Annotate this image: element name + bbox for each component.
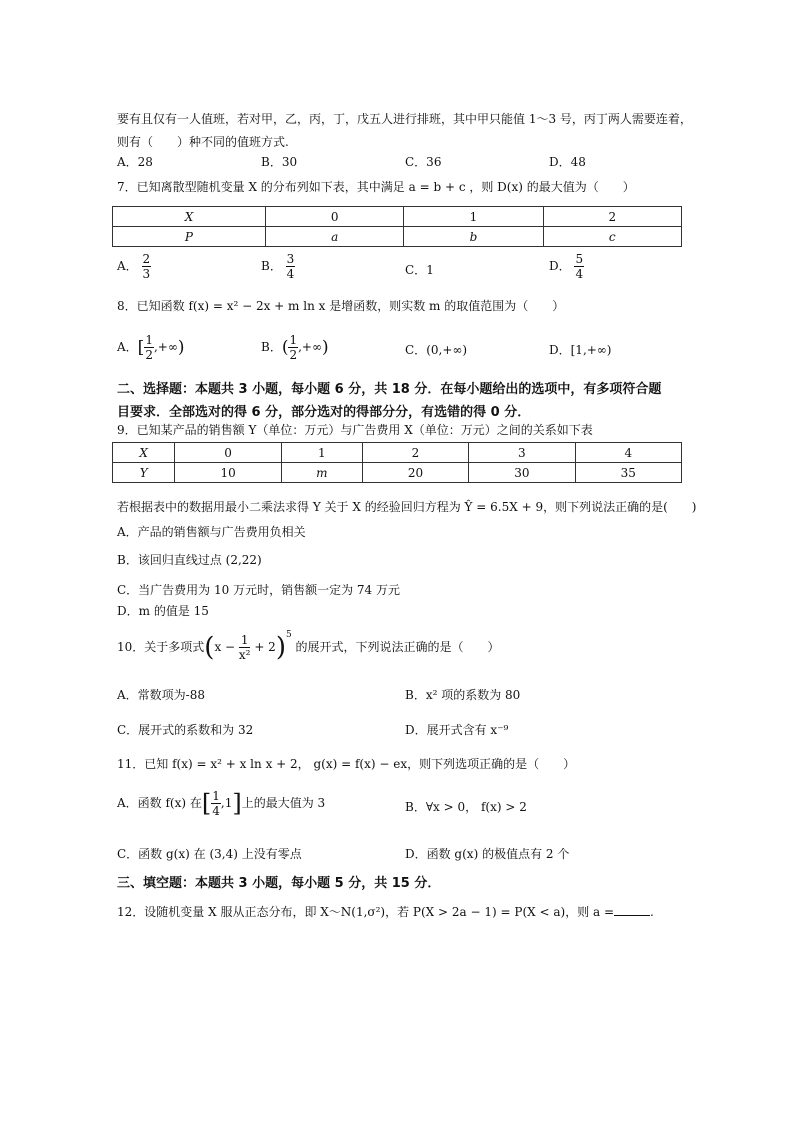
table-cell: c: [543, 227, 681, 247]
q6-option-c: C．36: [405, 155, 442, 169]
q10-stem: 10．关于多项式(x − $\frac{1}{\text{x²}}$ + 2)$^5$ 的展开式，下列说法正确的是（ ）: [117, 630, 500, 663]
fraction: $\frac{1}{2}$: [289, 333, 298, 362]
q8-option-d: D．[1,+∞): [549, 343, 612, 357]
table-cell: 35: [575, 463, 681, 483]
table-cell: 2: [543, 207, 681, 227]
section2-heading-line1: 二、选择题：本题共 3 小题，每小题 6 分，共 18 分．在每小题给出的选项中，有多项符合题: [117, 382, 662, 397]
q10-option-a: A．常数项为-88: [117, 688, 205, 702]
q9-option-d: D．m 的值是 15: [117, 604, 209, 618]
q7-option-a: A． $\frac{2}{3}$: [117, 252, 151, 281]
table-cell: P: [113, 227, 266, 247]
table-cell: a: [265, 227, 403, 247]
fraction: $\frac{1}{\text{x²}}$: [238, 633, 251, 662]
q11-option-c: C．函数 g(x) 在 (3,4) 上没有零点: [117, 847, 302, 861]
table-cell: 1: [404, 207, 543, 227]
q9-data-table: [112, 442, 682, 483]
q11-option-a: A．函数 f(x) 在[ $\frac{1}{4}$ ,1]上的最大值为 3: [117, 789, 326, 818]
table-cell: 0: [265, 207, 403, 227]
q12-stem: 12．设随机变量 X 服从正态分布，即 X～N(1,σ²)，若 P(X > 2a − 1) = P(X < a)，则 a = .: [117, 905, 654, 919]
q11-option-d: D．函数 g(x) 的极值点有 2 个: [405, 847, 570, 861]
q6-option-a: A．28: [117, 155, 153, 169]
fraction: $\frac{5}{4}$: [575, 252, 584, 281]
q9-option-b: B．该回归直线过点 (2,22): [117, 553, 262, 567]
fraction: $\frac{1}{4}$: [212, 789, 220, 818]
q9-option-c: C．当广告费用为 10 万元时，销售额一定为 74 万元: [117, 583, 400, 597]
table-cell: X: [113, 443, 175, 463]
table-cell: 30: [469, 463, 575, 483]
q8-option-a: A．[ $\frac{1}{2}$ ,+∞): [117, 333, 185, 362]
fraction: $\frac{1}{2}$: [145, 333, 153, 362]
table-cell: 4: [575, 443, 681, 463]
q10-option-b: B．x² 项的系数为 80: [405, 688, 521, 702]
table-cell: m: [281, 463, 362, 483]
table-row: [113, 443, 682, 463]
q7-option-b: B． $\frac{3}{4}$: [261, 252, 295, 281]
q6-option-d: D．48: [549, 155, 586, 169]
table-cell: X: [113, 207, 266, 227]
table-cell: 1: [281, 443, 362, 463]
fraction: $\frac{3}{4}$: [286, 252, 295, 281]
q8-option-c: C．(0,+∞): [405, 343, 468, 357]
q7-option-d: D． $\frac{5}{4}$: [549, 252, 584, 281]
section3-heading: 三、填空题：本题共 3 小题，每小题 5 分，共 15 分．: [117, 876, 441, 891]
table-row: [113, 227, 682, 247]
answer-blank[interactable]: [614, 915, 650, 916]
q6-line1: 要有且仅有一人值班，若对甲，乙，丙，丁，戊五人进行排班，其中甲只能值 1～3 号，丙丁两人需要连着，: [117, 112, 692, 126]
q10-option-c: C．展开式的系数和为 32: [117, 723, 254, 737]
q7-stem: 7．已知离散型随机变量 X 的分布列如下表，其中满足 a = b + c ，则 D(x) 的最大值为（ ）: [117, 180, 635, 194]
table-cell: 3: [469, 443, 575, 463]
table-cell: 0: [175, 443, 281, 463]
table-cell: 2: [362, 443, 468, 463]
q7-distribution-table: [112, 206, 682, 247]
table-row: [113, 207, 682, 227]
table-cell: b: [404, 227, 543, 247]
q8-option-b: B．( $\frac{1}{2}$ ,+∞): [261, 333, 329, 362]
q6-option-b: B．30: [261, 155, 298, 169]
q11-option-b: B．∀x > 0， f(x) > 2: [405, 800, 527, 814]
q9-stem: 9．已知某产品的销售额 Y（单位：万元）与广告费用 X（单位：万元）之间的关系如下表: [117, 423, 593, 437]
q6-line2: 则有（ ）种不同的值班方式.: [117, 135, 289, 149]
q7-option-c: C．1: [405, 263, 434, 277]
table-cell: 20: [362, 463, 468, 483]
table-row: [113, 463, 682, 483]
q9-line2: 若根据表中的数据用最小二乘法求得 Y 关于 X 的经验回归方程为 Ŷ = 6.5X + 9，则下列说法正确的是( ): [117, 500, 697, 514]
table-cell: Y: [113, 463, 175, 483]
table-cell: 10: [175, 463, 281, 483]
q10-option-d: D．展开式含有 x⁻⁹: [405, 723, 509, 737]
q9-option-a: A．产品的销售额与广告费用负相关: [117, 525, 306, 539]
q11-stem: 11．已知 f(x) = x² + x ln x + 2， g(x) = f(x) − ex，则下列选项正确的是（ ）: [117, 757, 576, 771]
q8-stem: 8．已知函数 f(x) = x² − 2x + m ln x 是增函数，则实数 m 的取值范围为（ ）: [117, 299, 565, 313]
section2-heading-line2: 目要求．全部选对的得 6 分，部分选对的得部分分，有选错的得 0 分．: [117, 405, 531, 420]
fraction: $\frac{2}{3}$: [142, 252, 151, 281]
